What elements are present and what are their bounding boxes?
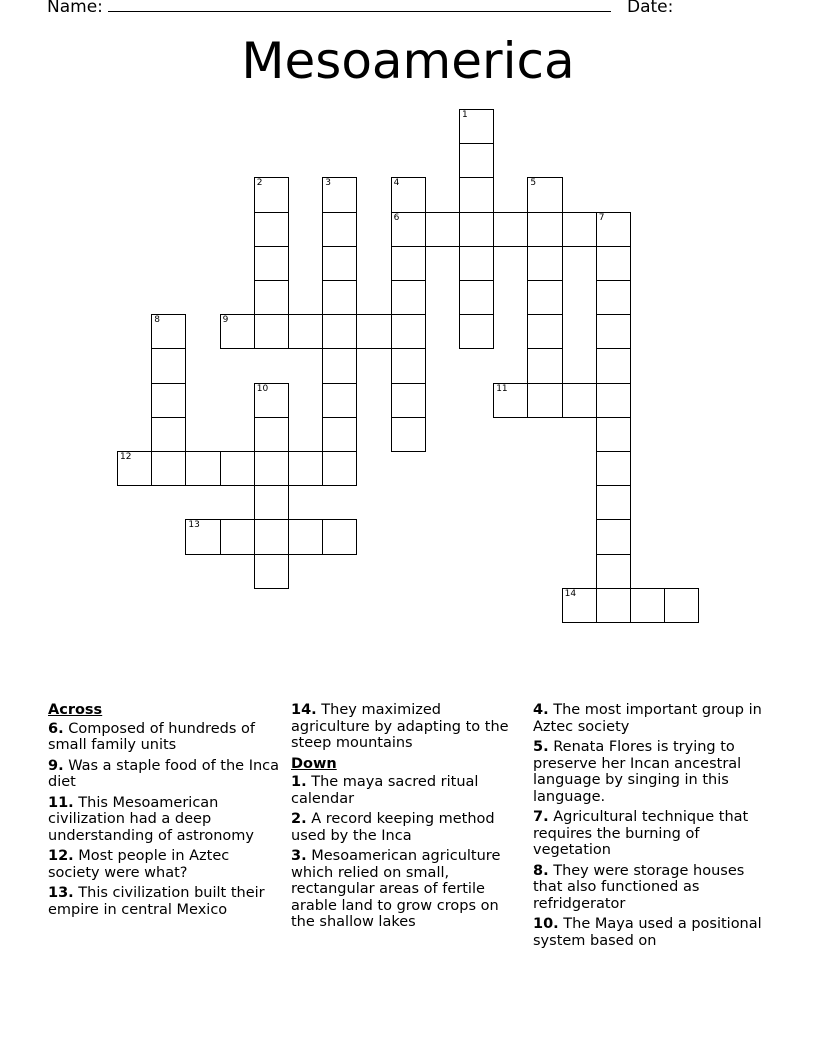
- crossword-cell[interactable]: [527, 348, 562, 383]
- clue-number: 6: [393, 212, 400, 223]
- crossword-cell[interactable]: [220, 519, 255, 554]
- crossword-cell[interactable]: [254, 280, 289, 315]
- crossword-cell[interactable]: [391, 246, 426, 281]
- crossword-cell[interactable]: [391, 212, 426, 247]
- crossword-cell[interactable]: [527, 177, 562, 212]
- clue-down-5: 5. Renata Flores is trying to preserve her Incan ancestral language by singing in this language.: [533, 739, 742, 805]
- crossword-cell[interactable]: [596, 519, 631, 554]
- crossword-cell[interactable]: [254, 554, 289, 589]
- clue-down-4: 4. The most important group in Aztec society: [533, 702, 762, 735]
- crossword-cell[interactable]: [288, 451, 323, 486]
- crossword-cell[interactable]: [527, 212, 562, 247]
- crossword-cell[interactable]: [322, 212, 357, 247]
- crossword-cell[interactable]: [527, 314, 562, 349]
- crossword-cell[interactable]: [391, 314, 426, 349]
- clue-down-1: 1. The maya sacred ritual calendar: [291, 774, 479, 807]
- crossword-cell[interactable]: [596, 554, 631, 589]
- crossword-cell[interactable]: [151, 383, 186, 418]
- clue-number: 7: [598, 212, 605, 223]
- clue-number: 9: [222, 315, 229, 326]
- crossword-cell[interactable]: [254, 314, 289, 349]
- crossword-cell[interactable]: [527, 246, 562, 281]
- crossword-cell[interactable]: [151, 314, 186, 349]
- crossword-cell[interactable]: [459, 143, 494, 178]
- crossword-cell[interactable]: [254, 485, 289, 520]
- crossword-cell[interactable]: [117, 451, 152, 486]
- crossword-cell[interactable]: [254, 519, 289, 554]
- crossword-cell[interactable]: [356, 314, 391, 349]
- crossword-cell[interactable]: [322, 280, 357, 315]
- crossword-cell[interactable]: [562, 212, 597, 247]
- crossword-cell[interactable]: [596, 280, 631, 315]
- clue-down-2: 2. A record keeping method used by the Inca: [291, 811, 495, 844]
- crossword-cell[interactable]: [493, 383, 528, 418]
- crossword-cell[interactable]: [459, 246, 494, 281]
- clue-down-3: 3. Mesoamerican agriculture which relied on small, rectangular areas of fertile arable land to grow crops on the shallow lakes: [291, 848, 501, 930]
- crossword-cell[interactable]: [596, 246, 631, 281]
- crossword-cell[interactable]: [322, 451, 357, 486]
- crossword-cell[interactable]: [322, 417, 357, 452]
- crossword-cell[interactable]: [185, 451, 220, 486]
- crossword-cell[interactable]: [254, 417, 289, 452]
- crossword-cell[interactable]: [459, 212, 494, 247]
- name-label: Name:: [47, 0, 103, 17]
- across-heading: Across: [48, 702, 103, 718]
- crossword-cell[interactable]: [459, 109, 494, 144]
- crossword-cell[interactable]: [562, 383, 597, 418]
- page-title: Mesoamerica: [241, 32, 575, 90]
- crossword-cell[interactable]: [596, 417, 631, 452]
- crossword-cell[interactable]: [151, 451, 186, 486]
- crossword-cell[interactable]: [220, 451, 255, 486]
- crossword-cell[interactable]: [596, 383, 631, 418]
- crossword-cell[interactable]: [459, 314, 494, 349]
- crossword-cell[interactable]: [596, 588, 631, 623]
- crossword-cell[interactable]: [596, 212, 631, 247]
- crossword-cell[interactable]: [151, 348, 186, 383]
- clues-column-1: [48, 702, 280, 922]
- crossword-cell[interactable]: [459, 177, 494, 212]
- clue-number: 8: [154, 315, 160, 326]
- crossword-cell[interactable]: [459, 280, 494, 315]
- crossword-cell[interactable]: [322, 383, 357, 418]
- crossword-cell[interactable]: [493, 212, 528, 247]
- clue-down-8: 8. They were storage houses that also functioned as refridgerator: [533, 862, 745, 912]
- crossword-cell[interactable]: [527, 280, 562, 315]
- clue-number: 10: [256, 383, 269, 394]
- crossword-cell[interactable]: [220, 314, 255, 349]
- crossword-cell[interactable]: [596, 314, 631, 349]
- crossword-cell[interactable]: [562, 588, 597, 623]
- crossword-cell[interactable]: [596, 485, 631, 520]
- clue-number: 3: [325, 178, 331, 189]
- crossword-cell[interactable]: [288, 314, 323, 349]
- clue-down-10: 10. The Maya used a positional system based on: [533, 916, 762, 949]
- clue-number: 12: [120, 452, 132, 462]
- clue-across-13: 13. This civilization built their empire in central Mexico: [48, 885, 265, 918]
- date-label: Date:: [627, 0, 674, 17]
- down-heading: Down: [291, 755, 337, 772]
- crossword-cell[interactable]: [596, 451, 631, 486]
- clue-down-7: 7. Agricultural technique that requires the burning of vegetation: [533, 809, 749, 858]
- crossword-cell[interactable]: [322, 348, 357, 383]
- crossword-cell[interactable]: [664, 588, 699, 623]
- clue-number: 11: [496, 383, 508, 394]
- crossword-cell[interactable]: [254, 177, 289, 212]
- clue-number: 5: [530, 178, 537, 189]
- crossword-cell[interactable]: [288, 519, 323, 554]
- clue-number: 14: [564, 588, 577, 599]
- clues-column-3: [533, 702, 765, 953]
- crossword-cell[interactable]: [391, 177, 426, 212]
- crossword-cell[interactable]: [391, 280, 426, 315]
- clue-across-9: 9. Was a staple food of the Inca diet: [48, 757, 280, 790]
- crossword-cell[interactable]: [254, 212, 289, 247]
- crossword-cell[interactable]: [322, 177, 357, 212]
- crossword-cell[interactable]: [391, 383, 426, 418]
- clue-across-11: 11. This Mesoamerican civilization had a deep understanding of astronomy: [48, 794, 255, 844]
- crossword-cell[interactable]: [254, 451, 289, 486]
- crossword-cell[interactable]: [254, 383, 289, 418]
- crossword-cell[interactable]: [425, 212, 460, 247]
- crossword-cell[interactable]: [391, 348, 426, 383]
- crossword-cell[interactable]: [630, 588, 665, 623]
- clue-across-14: 14. They maximized agriculture by adapting to the steep mountains: [291, 702, 509, 751]
- crossword-cell[interactable]: [527, 383, 562, 418]
- crossword-cell[interactable]: [322, 314, 357, 349]
- crossword-cell[interactable]: [322, 519, 357, 554]
- crossword-cell[interactable]: [254, 246, 289, 281]
- clues-column-2: [291, 702, 523, 935]
- crossword-cell[interactable]: [322, 246, 357, 281]
- clue-across-12: 12. Most people in Aztec society were what?: [48, 848, 230, 881]
- clue-number: 1: [462, 110, 468, 120]
- clue-across-6: 6. Composed of hundreds of small family units: [48, 720, 255, 753]
- clue-number: 4: [393, 178, 400, 189]
- crossword-cell[interactable]: [391, 417, 426, 452]
- crossword-cell[interactable]: [185, 519, 220, 554]
- crossword-cell[interactable]: [596, 348, 631, 383]
- clue-number: 2: [256, 178, 263, 189]
- clue-number: 13: [188, 520, 200, 531]
- crossword-cell[interactable]: [151, 417, 186, 452]
